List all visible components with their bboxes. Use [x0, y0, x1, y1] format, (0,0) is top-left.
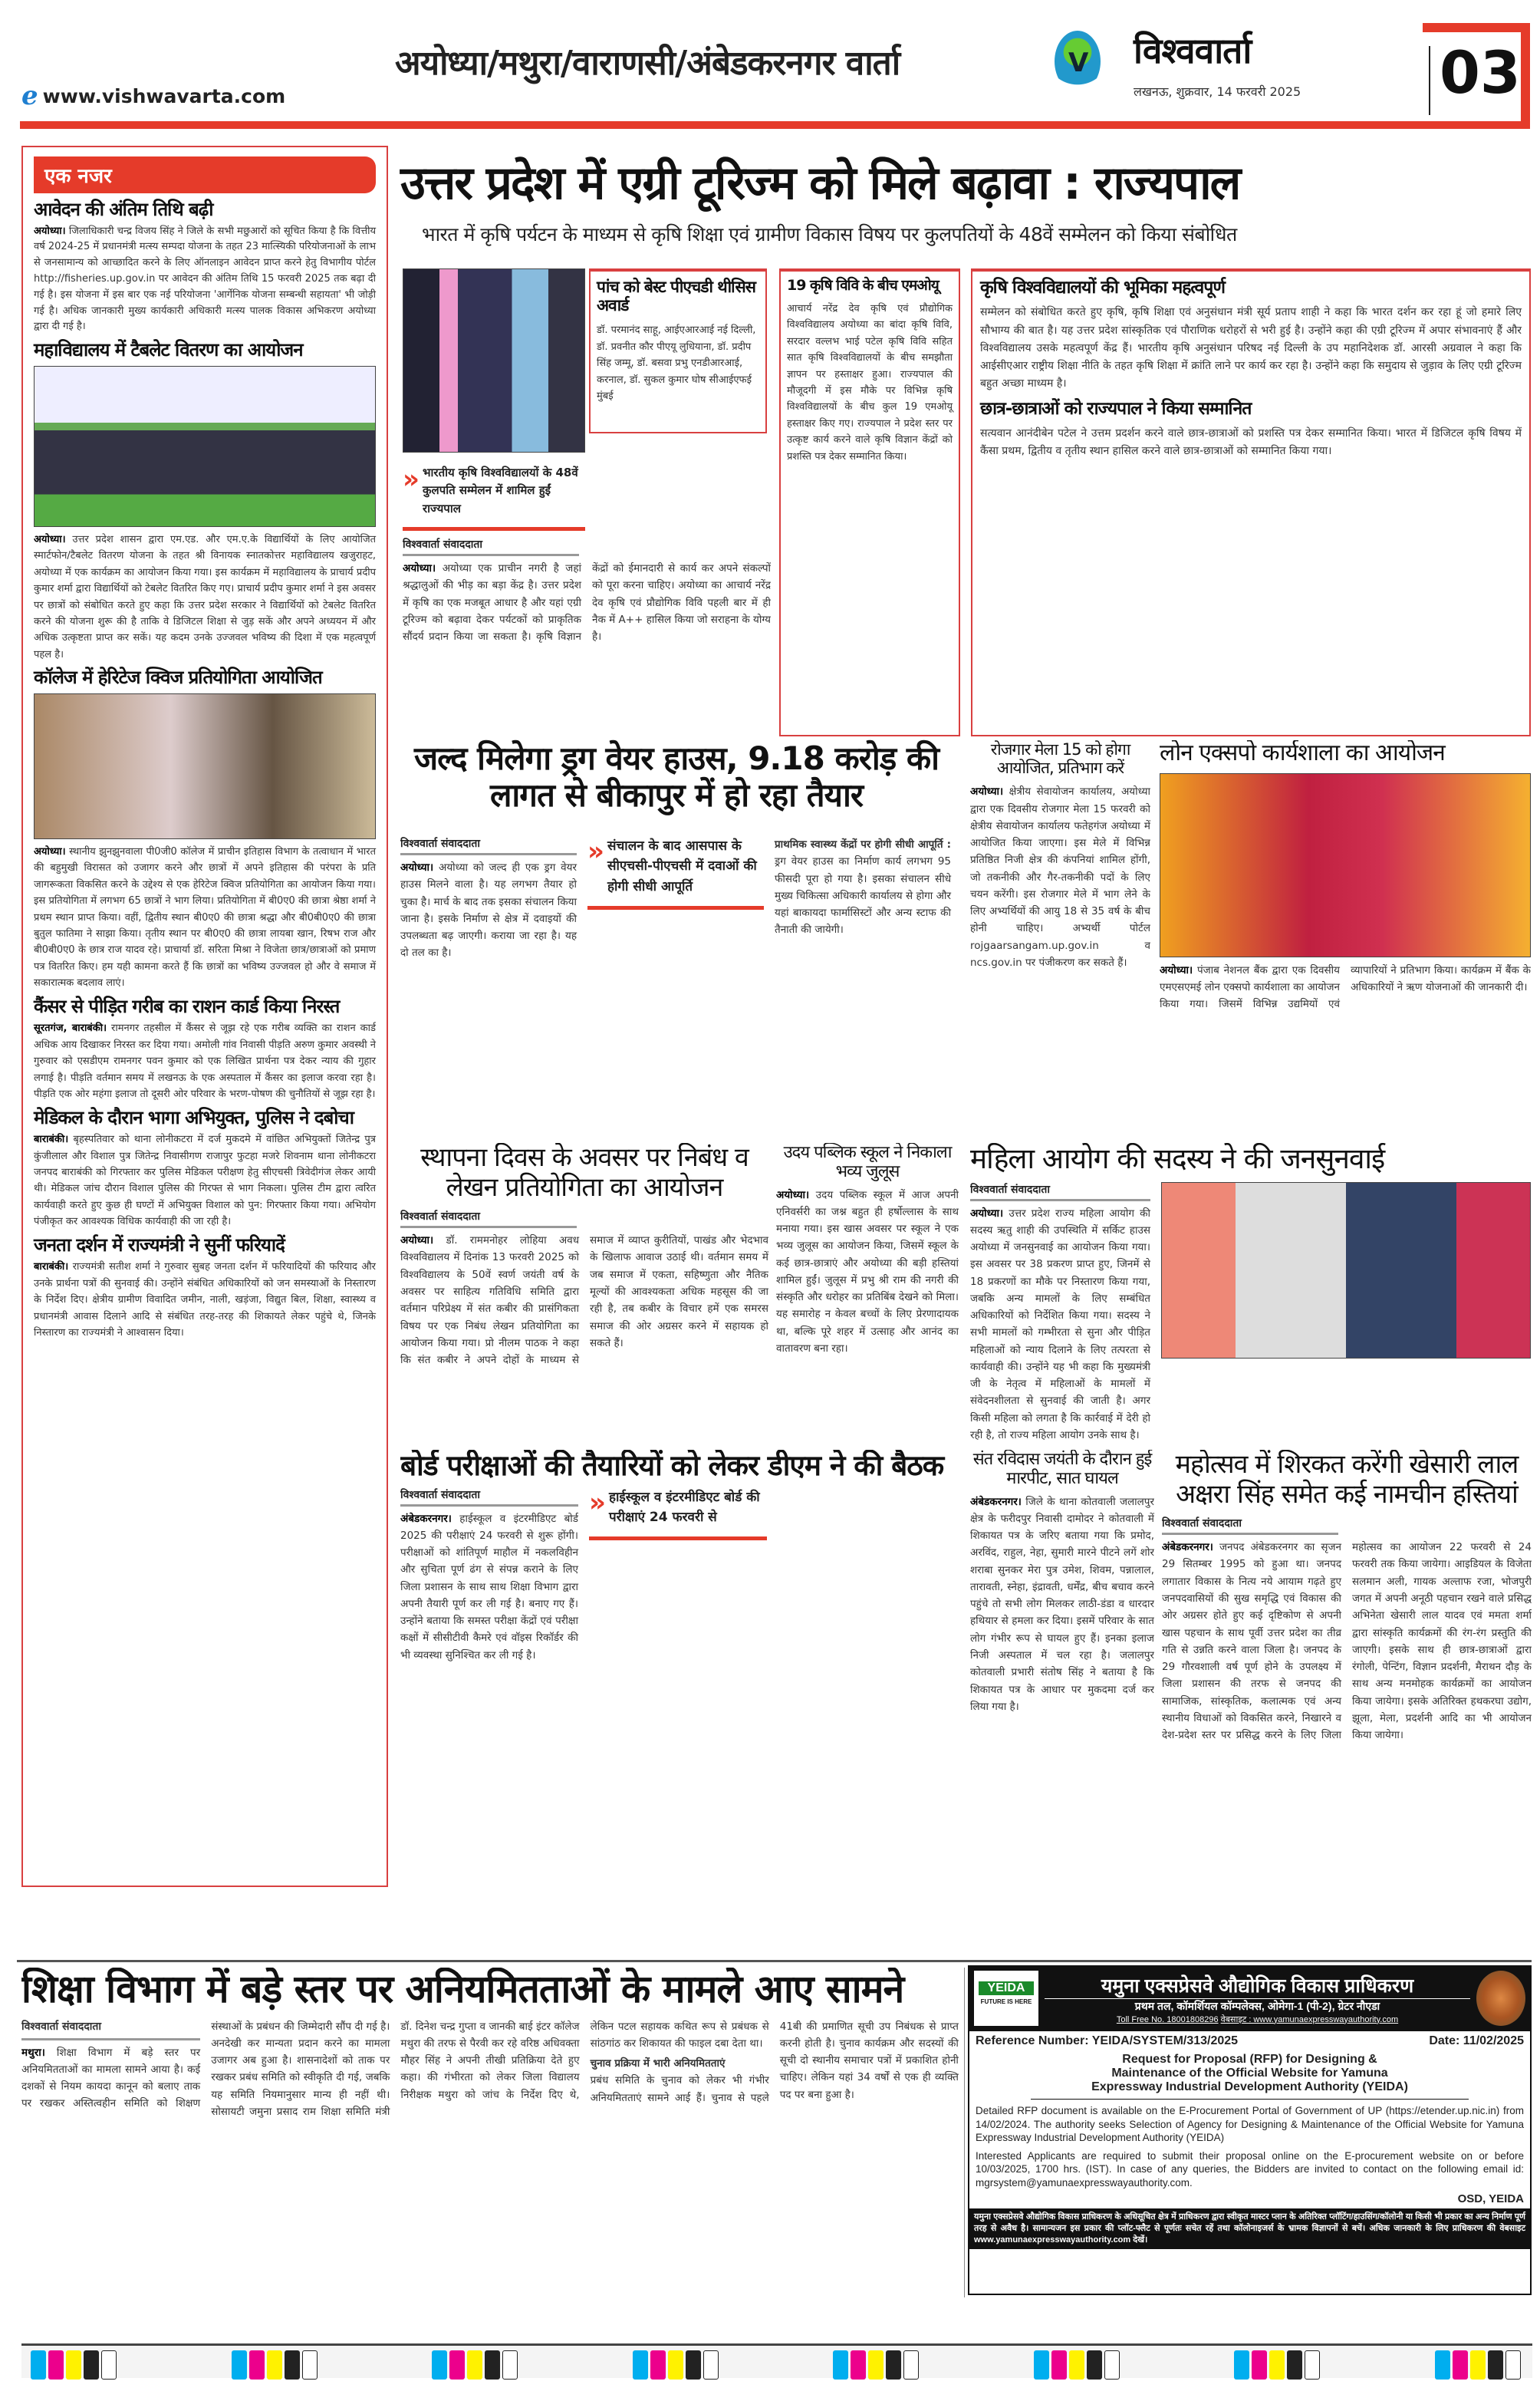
cmyk-swatch — [633, 2350, 721, 2378]
education-irregularities-article: शिक्षा विभाग में बड़े स्तर पर अनियमितताओं के मामले आए सामने विश्ववार्ता संवाददाता मथुरा। शिक्षा विभाग में बड़े स्तर पर अनियमितताओं का मामला सामने आया है। कई दशकों से नियम कायदा कानून को बलाए ताक पर रखकर अस्तित्वहीन समिति को शिक्षण संस्थाओं के प्रबंधन की जिम्मेदारी सौंप दी गई है। अनदेखी कर मान्यता प्रदान करने का मामला उजागर अब हुआ है। शासनादेशों को ताक पर रखकर प्रबंध समिति को स्वीकृति दी गई, जबकि यह समिति नियमानुसार मान्य ही नहीं थी। सोसायटी जमुना प्रसाद राम शिक्षा समिति मंत्री डॉ. दिनेश चन्द्र गुप्ता व जानकी बाई इंटर कॉलेज मथुरा की तरफ से पैरवी कर रहे वरिष्ठ अधिवक्ता मौहर सिंह ने अपनी तीखी प्रतिक्रिया देते हुए कहा। की गंभीरता को लेकर जिला विद्यालय निरीक्षक मथुरा को जांच के निर्देश दिए थे, लेकिन पटल सहायक कथित रूप से प्रबंधक से सांठगांठ कर शिकायत की फाइल दबा देता था। चुनाव प्रक्रिया में भारी अनियमितताएं प्रबंध समिति के चुनाव को लेकर भी गंभीर अनियमितताएं सामने आई हैं। चुनाव से पहले 41बी की प्रमाणित सूची उप निबंधक से प्राप्त करनी होती है। चुनाव कार्यक्रम और सदस्यों की सूची दो स्थानीय समाचार पत्रों में प्रकाशित होनी चाहिए। लेकिन यहां 34 वर्षों से एक ही व्यक्ति पद पर बना हुआ है। — [21, 1968, 959, 2118]
lead-body: विश्ववार्ता संवाददाता अयोध्या। अयोध्या एक प्राचीन नगरी है जहां श्रद्धालुओं की भीड़ का बड़ा केंद्र है। उत्तर प्रदेश में कृषि का एक मजबूत आधार है और यहां एग्री टूरिज्म को बढ़ावा देकर पर्यटकों को प्राकृतिक सौंदर्य प्रदान किया जा सकता है। कृषि विज्ञान केंद्रों को ईमानदारी से कार्य कर अपने संकल्पों को पूरा करना चाहिए। अयोध्या का आचार्य नरेंद्र देव कृषि एवं प्रौद्योगिक विवि पहली बार में ही नैक में A++ हासिल किया जो सराहना के योग्य है। — [403, 538, 771, 644]
ravidas-clash-article: संत रविदास जयंती के दौरान हुई मारपीट, सात घायल अंबेडकरनगर। जिले के थाना कोतवाली जलालपुर क्षेत्र के फरीदपुर निवासी दामोदर ने कोतवाली में शिकायत पत्र के जरिए बताया गया कि प्रमोद, अरविंद, राहुल, नेहा, सुमारी मारने पीटने लगें शोर शराबा सुनकर मेरा पुत्र उमेश, शिवम, पन्नालाल, तारावती, स्नेहा, इंद्रावती, धर्मेंद्र, बीच बचाव करने पहुंचे तो सभी लोग मिलकर लाठी-डंडा व धारदार हथियार से हमला कर दिया। इसमें परिवार के सात लोग गंभीर रूप से घायल हुए हैं। इनका इलाज निजी अस्पताल में चल रहा है। जलालपुर कोतवाली प्रभारी संतोष सिंह ने बताया है कि शिकायत पत्र के आधार पर मुकदमा दर्ज कर लिया गया है। — [970, 1450, 1154, 1713]
paper-name: विश्ववार्ता — [1134, 30, 1252, 71]
lead-headline: उत्तर प्रदेश में एग्री टूरिज्म को मिले बढ़ावा : राज्यपाल — [400, 156, 1240, 210]
article-tablet-distribution: महाविद्यालय में टैबलेट वितरण का आयोजन अयोध्या। उत्तर प्रदेश शासन द्वारा एम.एड. और एम.ए.के विद्यार्थियों के लिए आयोजित स्मार्टफोन/टैबलेट वितरण योजना के तहत श्री विनायक स्नातकोत्तर महाविद्यालय खजुराहट, अयोध्या में एक कार्यक्रम का आयोजन किया गया। इस कार्यक्रम में महाविद्यालय के प्राचार्य प्रदीप कुमार शर्मा द्वारा विद्यार्थियों को टेबलेट वितरित किए गए। प्राचार्य प्रदीप कुमार शर्मा ने इस अवसर पर छात्रों को संबोधित करते हुए कहा कि उत्तर प्रदेश सरकार ने विद्यार्थियों को टेबलेट वितरित करने की योजना शुरू की है ताकि वे डिजिटल शिक्षा से जुड़ सकें और अपने अध्ययन में और अधिक उत्कृष्टता प्राप्त कर सकें। यह कदम उनके उज्जवल भविष्य की दिशा में एक महत्वपूर्ण पहल है। — [34, 339, 376, 660]
left-news-column — [21, 146, 388, 1887]
cmyk-swatch — [1234, 2350, 1322, 2378]
website-link[interactable]: e www.vishwavarta.com — [21, 81, 286, 111]
edition-title: अयोध्या/मथुरा/वाराणसी/अंबेडकरनगर वार्ता — [395, 44, 900, 83]
yeida-logo: YEIDA FUTURE IS HERE — [974, 1971, 1038, 2026]
section-divider — [17, 1960, 1532, 1962]
section-label: एक नजर — [34, 156, 376, 193]
loan-expo-photo — [1160, 773, 1531, 957]
lead-photo-caption: » भारतीय कृषि विश्वविद्यालयों के 48वें कुलपति सम्मेलन में शामिल हुईं राज्यपाल — [403, 464, 585, 531]
ad-website-link[interactable]: वेबसाइट : www.yamunaexpresswayauthority.com — [1220, 2014, 1399, 2024]
tablet-distribution-photo — [34, 366, 376, 527]
page-number: 03 — [1440, 38, 1521, 107]
job-fair-article: रोजगार मेला 15 को होगा आयोजित, प्रतिभाग करें अयोध्या। क्षेत्रीय सेवायोजन कार्यालय, अयोध्या द्वारा एक दिवसीय रोजगार मेला 15 फरवरी को क्षेत्रीय सेवायोजन कार्यालय फतेहगंज अयोध्या में आयोजित किया जाएगा। इस मेले में विभिन्न प्रतिष्ठित निजी क्षेत्र की कंपनियां शामिल होंगी, जो तकनीकी और गैर-तकनीकी पदों के लिए चयन करेंगी। इस रोजगार मेले में भाग लेने के लिए अभ्यर्थियों की आयु 18 से 35 वर्ष के बीच होनी चाहिए। अभ्यर्थी पोर्टल rojgaarsangam.up.gov.in व ncs.gov.in पर पंजीकरण कर सकते हैं। — [970, 740, 1150, 969]
lead-subheadline: भारत में कृषि पर्यटन के माध्यम से कृषि शिक्षा एवं ग्रामीण विकास विषय पर कुलपतियों के 48वें सम्मेलन को किया संबोधित — [422, 223, 1237, 245]
dateline: लखनऊ, शुक्रवार, 14 फरवरी 2025 — [1134, 84, 1301, 99]
cmyk-swatch — [1435, 2350, 1523, 2378]
article-ration-card: कैंसर से पीड़ित गरीब का राशन कार्ड किया निरस्त सूरतगंज, बाराबंकी। रामनगर तहसील में कैंसर से जूझ रहे एक गरीब व्यक्ति का राशन कार्ड अधिक आय दिखाकर निरस्त कर दिया गया। अमोली गांव निवासी पीड़ति अरुण कुमार अवस्थी ने गुरुवार को एसडीएम रामनगर पवन कुमार को एक लिखित प्रार्थना पत्र देकर न्याय की गुहार लगाई है। पीड़ति वर्तमान समय में लखनऊ के एक अस्पताल में कैंसर का इलाज करवा रहा है। पीड़ति एक ओर महंगा इलाज तो दूसरी ओर परिवार के भरण-पोषण की चुनौतियों से जूझ रहा है। — [34, 995, 376, 1101]
reference-number: Reference Number: YEIDA/SYSTEM/313/2025 — [976, 2034, 1239, 2047]
page-number-box — [1423, 23, 1530, 123]
column-rule — [964, 1968, 965, 2297]
article-accused-escaped: मेडिकल के दौरान भागा अभियुक्त, पुलिस ने दबोचा बाराबंकी। बृहस्पतिवार को थाना लोनीकटरा में दर्ज मुकदमे में वांछित अभियुक्तों जितेन्द्र पुत्र कुंजीलाल और विशाल पुत्र जितेन्द्र निवासीगण राजापुर फुटहा मजरे शिवनाम थाना लोनीकटरा जनपद बाराबंकी को गिरफ्तार कर पुलिस मेडिकल परीक्षण हेतु सीएचसी त्रिवेदीगंज लेकर आयी थी। मेडिकल जांच दौरान विशाल पुलिस की गिरफ्त से भाग निकला। पुलिस टीम द्वारा त्वरित कार्यवाही करते हुए कुछ ही घण्टों में अभियुक्त विशाल को पुन: गिरफ्तार किया गया। अभियोग पंजीकृत कर आवश्यक विधिक कार्यवाही की जा रही है। — [34, 1106, 376, 1228]
header-rule — [20, 121, 1530, 129]
mou-box: 19 कृषि विवि के बीच एमओयू आचार्य नरेंद्र देव कृषि एवं प्रौद्योगिक विश्वविद्यालय अयोध्या का बांदा कृषि विवि, सरदार वल्लभ भाई पटेल कृषि विवि सहित सात कृषि विश्वविद्यालयों के बीच समझौता ज्ञापन पर हस्ताक्षर हुआ। राज्यपाल की मौजूदगी में इस मौके पर विभिन्न कृषि विश्वविद्यालयों के बीच कुल 19 एमओयू हस्ताक्षर किए गए। राज्यपाल ने प्रदेश स्तर पर उत्कृष्ट कार्य करने वाले कृषि विज्ञान केंद्रों को प्रशस्ति पत्र देकर सम्मानित किया। — [779, 268, 960, 736]
browser-e-icon: e — [21, 81, 38, 111]
masthead — [0, 0, 1540, 130]
tollfree-number: Toll Free No. 18001808296 — [1116, 2014, 1219, 2024]
cmyk-swatch — [31, 2350, 119, 2378]
essay-competition-article: स्थापना दिवस के अवसर पर निबंध व लेखन प्रतियोगिता का आयोजन विश्ववार्ता संवाददाता अयोध्या। डॉ. राममनोहर लोहिया अवध विश्वविद्यालय में दिनांक 13 फरवरी 2025 को विश्वविद्यालय के 50वें स्वर्ण जयंती वर्ष के अवसर पर साहित्य गतिविधि समिति द्वारा वर्तमान परिप्रेक्ष्य में संत कबीर की प्रासंगिकता विषय पर एक निबंध लेखन प्रतियोगिता का आयोजन किया गया। प्रो नीलम पाठक ने कहा कि संत कबीर ने अपने दोहों के माध्यम से समाज में व्याप्त कुरीतियों, पाखंड और भेदभाव के खिलाफ आवाज उठाई थी। वर्तमान समय में जब समाज में एकता, सहिष्णुता और नैतिक मूल्यों की आवश्यकता अधिक महसूस की जा रही है, तब कबीर के विचार हमें एक समरस समाज की ओर अग्रसर करने में सहायक हो सकते हैं। — [400, 1143, 768, 1367]
school-procession-article: उदय पब्लिक स्कूल ने निकाला भव्य जुलूस अयोध्या। उदय पब्लिक स्कूल में आज अपनी एनिवर्सरी का जश्न बहुत ही हर्षोल्लास के साथ मनाया गया। इस खास अवसर पर स्कूल ने एक भव्य जुलूस का आयोजन किया, जिसमें स्कूल के कई छात्र-छात्राएं और अयोध्या की बड़ी हस्तियां शामिल हुईं। जुलूस में प्रभु श्री राम की नगरी की संस्कृति और धरोहर का प्रतिबिंब देखने को मिला। यह समारोह न केवल बच्चों के लिए प्रेरणादायक था, बल्कि पूरे शहर में उत्साह और आनंद का वातावरण बना रहा। — [776, 1143, 959, 1355]
print-color-bar — [21, 2343, 1532, 2378]
festival-article: महोत्सव में शिरकत करेंगी खेसारी लाल अक्षरा सिंह समेत कई नामचीन हस्तियां विश्ववार्ता संवाददाता अंबेडकरनगर। जनपद अंबेडकरनगर का सृजन 29 सितम्बर 1995 को हुआ था। जनपद लगातार विकास के नित्य नये आयाम गढ़ते हुए जनपदवासियों की सुख समृद्धि एवं विकास की ओर अग्रसर होते हुए कई दृष्टिकोण से अपनी खास पहचान के साथ पूर्वी उत्तर प्रदेश का तीव्र गति से उन्नति करने वाला जिला है। जनपद के 29 गौरवशाली वर्ष पूर्ण होने के उपलक्ष्य में जिला प्रशासन की तरफ से जनपद की सामाजिक, सांस्कृतिक, कलात्मक एवं अन्य स्थानीय विधाओं को विकसित करने, निखारने व देश-प्रदेश स्तर पर प्रसिद्ध करने के लिए जिला महोत्सव का आयोजन 22 फरवरी से 24 फरवरी तक किया जायेगा। आइडियल के विजेता सलमान अली, गायक अल्ताफ रजा, भोजपुरी जगत में अपनी अनूठी पहचान रखने वाले प्रसिद्ध अभिनेता खेसारी लाल यादव एवं ममता शर्मा द्वारा सांस्कृति कार्यक्रमों की रंग-रंग प्रस्तुति की जाएगी। इसके साथ ही छात्र-छात्राओं द्वारा रंगोली, पेन्टिंग, विज्ञान प्रदर्शनी, मैराथन दौड़ के साथ अन्य मनमोहक कार्यक्रमों का आयोजन किया जायेगा। इसके अतिरिक्त हथकरघा उद्योग, झूला, मेला, प्रदर्शनी आदि का भी आयोजन किया जायेगा। — [1162, 1450, 1532, 1742]
heritage-quiz-photo — [34, 693, 376, 839]
governor-photo — [403, 268, 585, 453]
loan-expo-article: लोन एक्सपो कार्यशाला का आयोजन अयोध्या। पंजाब नेशनल बैंक द्वारा एक दिवसीय एमएसएमई लोन एक्सपो कार्यशाला का आयोजन किया गया। जिसमें विभिन्न उद्यमियों एवं व्यापारियों ने प्रतिभाग किया। कार्यक्रम में बैंक के अधिकारियों ने ऋण योजनाओं की जानकारी दी। — [1160, 740, 1531, 1011]
yeida-rfp-advertisement: YEIDA FUTURE IS HERE यमुना एक्सप्रेसवे औद्योगिक विकास प्राधिकरण प्रथम तल, कॉमर्शियल कॉम्पलेक्स, ओमेगा-1 (पी-2), ग्रेटर नौएडा Toll Free No. 18001808296 वेबसाइट : www.yamunaexpresswayauthority.com Reference Number: YEIDA/SYSTEM/313/2025 Date: 11/02/2025 Request for Proposal (RFP) for Designing & Maintenance of the Official Website for Yamuna Expressway Industrial Development Authority (YEIDA) Detailed RFP document is available on the E-Procurement Portal of Government of UP (https://etender.up.nic.in) from 14/02/2024. The authority seeks Selection of Agency for Designing & Maintenance of the Official Website for Yamuna Expressway Industrial Development Authority (YEIDA) Interested Applicants are required to submit their proposal online on the E-procurement website on or before 10/03/2025, 1700 hrs. (IST). In case of any queries, the Bidders are invited to contact on the following email id: mgrsystem@yamunaexpresswayauthority.com. OSD, YEIDA यमुना एक्सप्रेसवे औद्योगिक विकास प्राधिकरण के अधिसूचित क्षेत्र में प्राधिकरण द्वारा स्वीकृत मास्टर प्लान के अतिरिक्त प्लॉटिंग/हाउसिंग/कॉलोनी या किसी भी प्रकार का अन्य निर्माण पूर्ण तरह से अवैध है। सामान्यजन इस प्रकार की प्लॉट-फ्लैट से पूर्णतः सचेत रहें तथा कॉलोनाइजर्स के भ्रामक विज्ञापनों से बचें। अधिक जानकारी के लिए प्राधिकरण की वेबसाइट www.yamunaexpresswayauthority.com देखें। — [968, 1965, 1532, 2295]
board-exams-article: बोर्ड परीक्षाओं की तैयारियों को लेकर डीएम ने की बैठक विश्ववार्ता संवाददाता अंबेडकरनगर। हाईस्कूल व इंटरमीडिएट बोर्ड 2025 की परीक्षाएं 24 फरवरी से शुरू होंगी। परीक्षाओं को शांतिपूर्ण माहौल में नकलविहीन और सुचिता पूर्ण ढंग से संपन्न कराने के लिए जिला प्रशासन के साथ साथ शिक्षा विभाग द्वारा अपनी तैयारी पूर्ण कर ली गई है। बनाए गए हैं। उन्होंने बताया कि समस्त परीक्षा केंद्रों एवं परीक्षा कक्षों में सीसीटीवी कैमरे एवं वॉइस रिकॉर्डर की भी व्यवस्था सुनिश्चित कर ली गई है। » हाईस्कूल व इंटरमीडिएट बोर्ड की परीक्षाएं 24 फरवरी से — [400, 1450, 959, 1956]
article-janta-darshan: जनता दर्शन में राज्यमंत्री ने सुनीं फरियादें बाराबंकी। राज्यमंत्री सतीश शर्मा ने गुरुवार सुबह जनता दर्शन में फरियादियों की फरियाद और उनके प्रार्थना पत्रों की सुनवाई की। उन्होंने संबंधित अधिकारियों को जन समस्याओं के निस्तारण के निर्देश दिए। क्षेत्रीय ग्रामीण विवादित जमीन, नाली, खड़ंजा, विद्युत बिल, शिक्षा, स्वास्थ्य व प्रधानमंत्री आवास दिलाने आदि से संबंधित तरह-तरह की शिकायते लेकर पहुंचे थे, जिनके निस्तारण का राज्यमंत्री ने आश्वासन दिया। — [34, 1233, 376, 1339]
cmyk-swatch — [833, 2350, 921, 2378]
rfp-title: Request for Proposal (RFP) for Designing & Maintenance of the Official Website for Yamuna Expressway Industrial Development Authority (YEIDA) — [1031, 2051, 1469, 2100]
awards-box: पांच को बेस्ट पीएचडी थीसिस अवार्ड डॉ. परमानंद साहू, आईएआरआई नई दिल्ली, डॉ. प्रवनीत कौर पीएयू लुधियाना, डॉ. प्रदीप सिंह जम्मू, डॉ. बसवा प्रभु एनडीआरआई, करनाल, डॉ. सुकल कुमार घोष सीआईएफई मुंबई — [589, 268, 767, 433]
paper-logo-icon: V — [1055, 31, 1101, 92]
role-box: कृषि विश्वविद्यालयों की भूमिका महत्वपूर्ण सम्मेलन को संबोधित करते हुए कृषि, कृषि शिक्षा एवं अनुसंधान मंत्री सूर्य प्रताप शाही ने कहा कि भारत दर्शन कर रहा हूं जो हमारे लिए सौभाग्य की बात है। यह उत्तर प्रदेश सांस्कृतिक एवं पौराणिक धरोहरों से भरी हुई है। उन्होंने कहा की एग्री टूरिज्म में अपार संभावनाएं हैं और विश्वविद्यालय उसके महत्वपूर्ण केंद्र हैं। भारतीय कृषि अनुसंधान परिषद नई दिल्ली के उप महानिदेशक डॉ. आरसी अग्रवाल ने कहा कि आईसीएआर राष्ट्रीय शिक्षा नीति के तहत कृषि शिक्षा में क्रांति लाने पर कार्य कर रहा है। उन्होंने कहा कि समुदाय से जुड़ाव के लिए एग्री टूरिज्म बहुत अच्छा माध्यम है। छात्र-छात्राओं को राज्यपाल ने किया सम्मानित सत्यवान आनंदीबेन पटेल ने उत्तम प्रदर्शन करने वाले छात्र-छात्राओं को प्रशस्ति पत्र देकर सम्मानित किया। भारत में डिजिटल कृषि विषय में कैंसा प्रथम, द्वितीय व तृतीय स्थान हासिल करने वाले छात्र-छात्राओं को सम्मानित किया गया। — [971, 268, 1531, 736]
women-commission-article: महिला आयोग की सदस्य ने की जनसुनवाई विश्ववार्ता संवाददाता अयोध्या। उत्तर प्रदेश राज्य महिला आयोग की सदस्य ऋतु शाही की उपस्थिति में सर्किट हाउस अयोध्या में जनसुनवाई का आयोजन किया गया। इस अवसर पर 38 प्रकरण प्राप्त हुए, जिनमें से 18 प्रकरणों का मौके पर निस्तारण किया गया, जबकि अन्य मामलों के लिए सम्बंधित अधिकारियों को निर्देशित किया गया। सदस्य ने सभी मामलों को गम्भीरता से सुना और पीड़ित महिलाओं को न्याय दिलाने के लिए तत्परता से कार्यवाही की। उन्होंने यह भी कहा कि मुख्यमंत्री जी के नेतृत्व में महिलाओं के मामलों में संवेदनशीलता से सुनवाई की जाती है। अगर किसी महिला को लगता है कि कार्रवाई में देरी हो रही है, तो राज्य महिला आयोग उनके साथ है। — [970, 1143, 1532, 1442]
cmyk-swatch — [232, 2350, 320, 2378]
ad-emblem-icon — [1476, 1971, 1525, 2026]
cmyk-swatch — [1034, 2350, 1122, 2378]
article-deadline-extended: आवेदन की अंतिम तिथि बढ़ी अयोध्या। जिलाधिकारी चन्द्र विजय सिंह ने जिले के सभी मछुआरों को सूचित किया है कि वित्तीय वर्ष 2024-25 में प्रधानमंत्री मत्स्य सम्पदा योजना के तहत 23 मात्स्यिकी परियोजनाओं के लाभ से जनसामान्य को आच्छादित करने के लिए ऑनलाइन आवेदन प्राप्त करने हेतु विभागीय पोर्टल http://fisheries.up.gov.in पर आवेदन की अंतिम तिथि 15 फरवरी 2025 तक बढ़ा दी गई है। इस योजना में इस बार एक नई परियोजना 'आर्गेनिक योजना सम्बन्धी सहायता' भी जोड़ी गई है। अधिक जानकारी मुख्य कार्यकारी अधिकारी मत्स्य पालक विकास अभिकरण अयोध्या द्वारा दी गई है। — [34, 199, 376, 333]
cmyk-swatch — [432, 2350, 520, 2378]
ad-date: Date: 11/02/2025 — [1429, 2034, 1524, 2047]
drug-warehouse-body: विश्ववार्ता संवाददाता अयोध्या। अयोध्या को जल्द ही एक ड्रग वेयर हाउस मिलने वाला है। यह लगभग तैयार हो चुका है। मार्च के बाद तक इसका संचालन किया जाना है। इसके निर्माण से क्षेत्र में दवाइयों की उपलब्धता बढ़ जाएगी। कराया जा रहा है। यह दो तल का है। » संचालन के बाद आसपास के सीएचसी-पीएचसी में दवाओं की होगी सीधी आपूर्ति प्राथमिक स्वास्थ्य केंद्रों पर होगी सीधी आपूर्ति : ड्रग वेयर हाउस का निर्माण कार्य लगभग 95 फीसदी पूरा हो गया है। इसका संचालन सीधे मुख्य चिकित्सा अधिकारी कार्यालय से होगा और यहां बाकायदा फार्मासिस्टों और अन्य स्टाफ की तैनाती की जायेगी। — [400, 836, 956, 1135]
article-heritage-quiz: कॉलेज में हेरिटेज क्विज प्रतियोगिता आयोजित अयोध्या। स्थानीय झुनझुनवाला पी0जी0 कॉलेज में प्राचीन इतिहास विभाग के तत्वाधान में भारत की बहुमुखी विरासत को उजागर करने और छात्रों में अपने इतिहास की परंपरा के प्रति जागरूकता विकसित करने के उद्देश्य से एक हेरिटेज क्विज प्रतियोगिता का आयोजन किया गया। इस प्रतियोगिता में लगभग 65 छात्रों ने भाग लिया। प्रतियोगिता में बी0ए0 की छात्रा श्रेष्ठा शर्मा ने प्रथम स्थान प्राप्त किया। वहीं, द्वितीय स्थान बी0ए0 की छात्रा श्रद्धा और बी0बी0ए0 की छात्रा बुतुल फातिमा ने साझा किया। तृतीय स्थान पर बी0ए0 की छात्रा लायबा खान, रिषभ राज और बी0बी0ए0 के छात्र राज यादव रहे। प्राचार्या डॉ. सरिता मिश्रा ने विजेता छात्र/छात्राओं को प्रमाण पत्र वितरित किए। हम यही कामना करते हैं कि छात्रों का भविष्य उज्जवल हो और वे समाज में सकारात्मक बदलाव लाएं। — [34, 667, 377, 990]
drug-warehouse-headline: जल्द मिलेगा ड्रग वेयर हाउस, 9.18 करोड़ की लागत से बीकापुर में हो रहा तैयार — [413, 739, 939, 815]
public-hearing-photo — [1161, 1182, 1531, 1359]
